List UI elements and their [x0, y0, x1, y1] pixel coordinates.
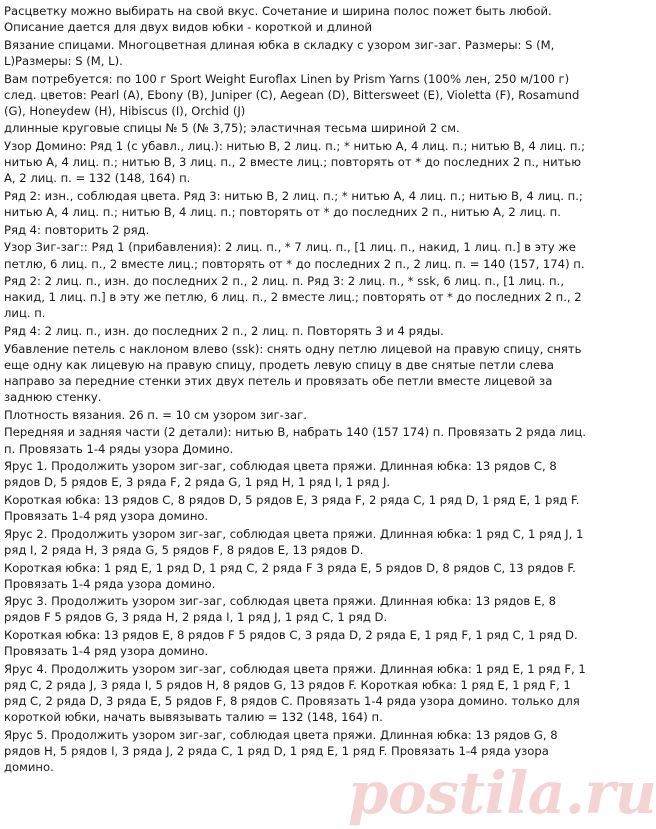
paragraph-front-back: Передняя и задняя части (2 детали): нитью B, набрать 140 (157 174) п. Провязать 2 ряда лиц. п. Провязать 1-4 ряды узора Домино. [4, 425, 586, 456]
paragraph-domino-row2-3: Ряд 2: изн., соблюдая цвета. Ряд 3: нитью B, 2 лиц. п.; * нитью A, 4 лиц. п.; нитью B, 4 лиц. п.; нитью A, 4 лиц. п.; нитью B, 4 лиц. п.; повторять от * до последних 2 п., нитью A, 2 лиц. п. [4, 189, 583, 220]
paragraph-zigzag-row4: Ряд 4: 2 лиц. п., изн. до последних 2 п., 2 лиц. п. Повторять 3 и 4 ряды. [4, 324, 444, 339]
paragraph-zigzag-row1: Узор Зиг-заг:: Ряд 1 (прибавления): 2 лиц. п., * 7 лиц. п., [1 лиц. п., накид, 1 лиц. п.] в эту же петлю, 6 лиц. п., 2 вместе лиц.; повторять от * до последних 2 п., 2 лиц. п. = 140 (157, 174) п. [4, 240, 585, 271]
paragraph-tier5: Ярус 5. Продолжить узором зиг-заг, соблюдая цвета пряжи. Длинная юбка: 13 рядов G, 8 рядов H, 5 рядов I, 3 ряда J, 2 ряда C, 1 ряд D, 1 ряд E, 1 ряд F. Провязать 1-4 ряда узора домино. [4, 727, 558, 775]
paragraph-tier1-long: Ярус 1. Продолжить узором зиг-заг, соблюдая цвета пряжи. Длинная юбка: 13 рядов C, 8 рядов D, 5 рядов E, 3 ряда F, 2 ряда G, 1 ряд H, 1 ряд I, 1 ряд J. [4, 459, 557, 490]
watermark-text: postila.ru [348, 759, 656, 827]
paragraph-zigzag-row2-3: Ряд 2: 2 лиц. п., изн. до последних 2 п., 2 лиц. п. Ряд 3: 2 лиц. п., * ssk, 6 лиц. п., [1 лиц. п., накид, 1 лиц. п.] в эту же петлю, 6 лиц. п., 2 вместе лиц.; повторять от * до последних 2 п., 2 лиц. п. [4, 274, 582, 321]
paragraph-tier4: Ярус 4. Продолжить узором зиг-заг, соблюдая цвета пряжи. Длинная юбка: 1 ряд E, 1 ряд F, 1 ряд C, 2 ряда J, 3 ряда I, 5 рядов H, 8 рядов G, 13 рядов F. Короткая юбка: 1 ряд E, 1 ряд F, 1 ряд C, 2 ряда D, 3 ряда E, 5 рядов F, 8 рядов C. Провязать 1-4 ряда узора домино. только для короткой юбки, начать вывязывать талию = 132 (148, 164) п. [4, 661, 586, 725]
paragraph-materials: Вам потребуется: по 100 г Sport Weight Euroflax Linen by Prism Yarns (100% лен, 250 м/100 г) след. цветов: Pearl (A), Ebony (B), Juniper (C), Aegean (D), Bittersweet (E), Violetta (F), Rosamund (G), Honeydew (H), Hibiscus (I), Orchid (J) [4, 71, 580, 118]
paragraph-gauge: Плотность вязания. 26 п. = 10 см узором зиг-заг. [4, 407, 307, 422]
paragraph-domino-row1: Узор Домино: Ряд 1 (с убавл., лиц.): нитью B, 2 лиц. п.; * нитью A, 4 лиц. п.; нитью B, 4 лиц. п.; нитью A, 4 лиц. п.; нитью B, 3 лиц. п., 2 вместе лиц.; повторять от * до последних 2 п., нитью A, 2 лиц. п. = 132 (148, 164) п. [4, 139, 585, 186]
paragraph-intro: Расцветку можно выбирать на свой вкус. Сочетание и ширина полос пожет быть любой. Описание дается для двух видов юбки - короткой и длиной [4, 4, 552, 35]
paragraph-tier2-long: Ярус 2. Продолжить узором зиг-заг, соблюдая цвета пряжи. Длинная юбка: 1 ряд C, 1 ряд J, 1 ряд I, 2 ряда H, 3 ряда G, 5 рядов F, 8 рядов E, 13 рядов D. [4, 526, 584, 557]
document-body [4, 3, 592, 777]
paragraph-tier2-short: Короткая юбка: 1 ряд E, 1 ряд D, 1 ряд C, 2 ряда F 3 ряда E, 5 рядов D, 8 рядов C, 13 рядов F. Провязать 1-4 ряда узора домино. [4, 560, 576, 591]
paragraph-tier3-long: Ярус 3. Продолжить узором зиг-заг, соблюдая цвета пряжи. Длинная юбка: 13 рядов E, 8 рядов F 5 рядов G, 3 ряда H, 2 ряда I, 1 ряд J, 1 ряд C, 1 ряд D. [4, 594, 556, 625]
paragraph-tier1-short: Короткая юбка: 13 рядов C, 8 рядов D, 5 рядов E, 3 ряда F, 2 ряда C, 1 ряд D, 1 ряд E, 1 ряд F. Провязать 1-4 ряд узора домино. [4, 493, 580, 524]
paragraph-domino-row4: Ряд 4: повторить 2 ряд. [4, 222, 150, 237]
paragraph-tier3-short: Короткая юбка: 13 рядов E, 8 рядов F 5 рядов C, 3 ряда D, 2 ряда E, 1 ряд F, 1 ряд C, 1 ряд D. Провязать 1-4 ряд узора домино. [4, 628, 578, 659]
paragraph-title-sizes: Вязание спицами. Многоцветная длиная юбка в складку с узором зиг-заг. Размеры: S (M, L)Размеры: S (M, L). [4, 37, 555, 68]
paragraph-ssk: Убавление петель с наклоном влево (ssk): снять одну петлю лицевой на правую спицу, снять еще одну как лицевую на правую спицу, продеть левую спицу в две снятые петли слева направо за передние стенки этих двух петель и провязать обе петли вместе лицевой за заднюю стенку. [4, 341, 582, 405]
paragraph-needles: длинные круговые спицы № 5 (№ 3,75); эластичная тесьма шириной 2 см. [4, 121, 460, 136]
